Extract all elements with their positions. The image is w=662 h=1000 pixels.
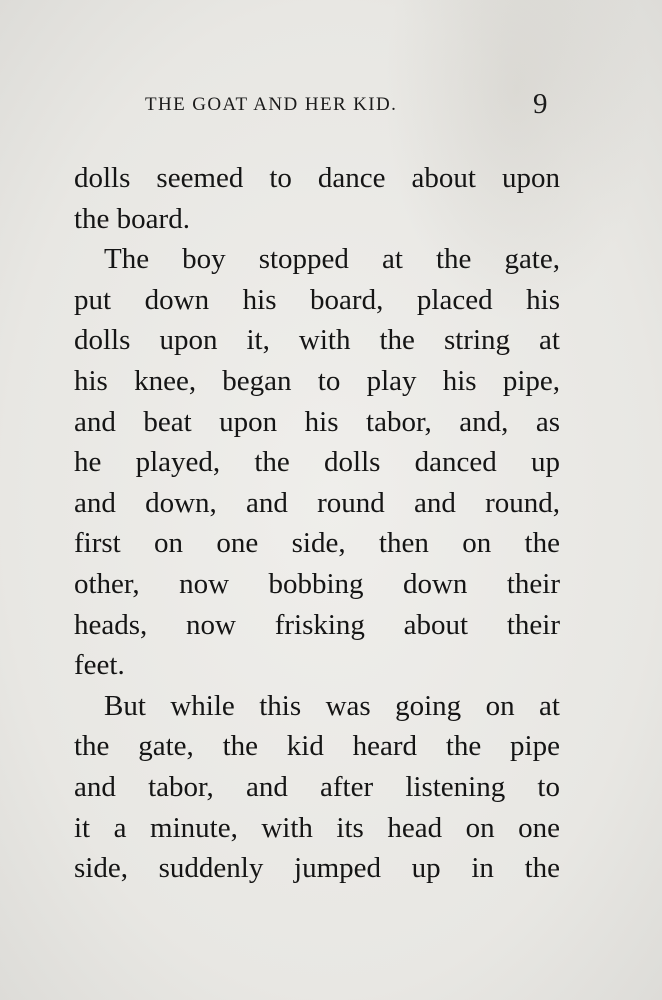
running-head	[0, 88, 662, 122]
text-line: But while this was going on at	[104, 689, 560, 722]
text-line: first on one side, then on the	[74, 527, 560, 560]
text-line: dolls upon it, with the string at	[74, 324, 560, 357]
text-line: The boy stopped at the gate,	[104, 243, 560, 276]
text-line: heads, now frisking about their	[74, 608, 560, 641]
text-line: the board.	[74, 202, 190, 235]
text-line: he played, the dolls danced up	[74, 446, 560, 479]
text-line: and tabor, and after listening to	[74, 770, 560, 803]
running-title: THE GOAT AND HER KID.	[145, 94, 398, 115]
text-line: and beat upon his tabor, and, as	[74, 405, 560, 438]
text-line: the gate, the kid heard the pipe	[74, 730, 560, 763]
text-line: it a minute, with its head on one	[74, 811, 560, 844]
text-line: dolls seemed to dance about upon	[74, 162, 560, 194]
body-text	[74, 158, 560, 889]
text-line: feet.	[74, 649, 125, 682]
text-line: other, now bobbing down their	[74, 567, 560, 600]
page-number: 9	[533, 88, 548, 120]
text-line: side, suddenly jumped up in the	[74, 852, 560, 885]
text-line: his knee, began to play his pipe,	[74, 364, 560, 397]
text-line: put down his board, placed his	[74, 283, 560, 316]
text-line: and down, and round and round,	[74, 486, 560, 519]
